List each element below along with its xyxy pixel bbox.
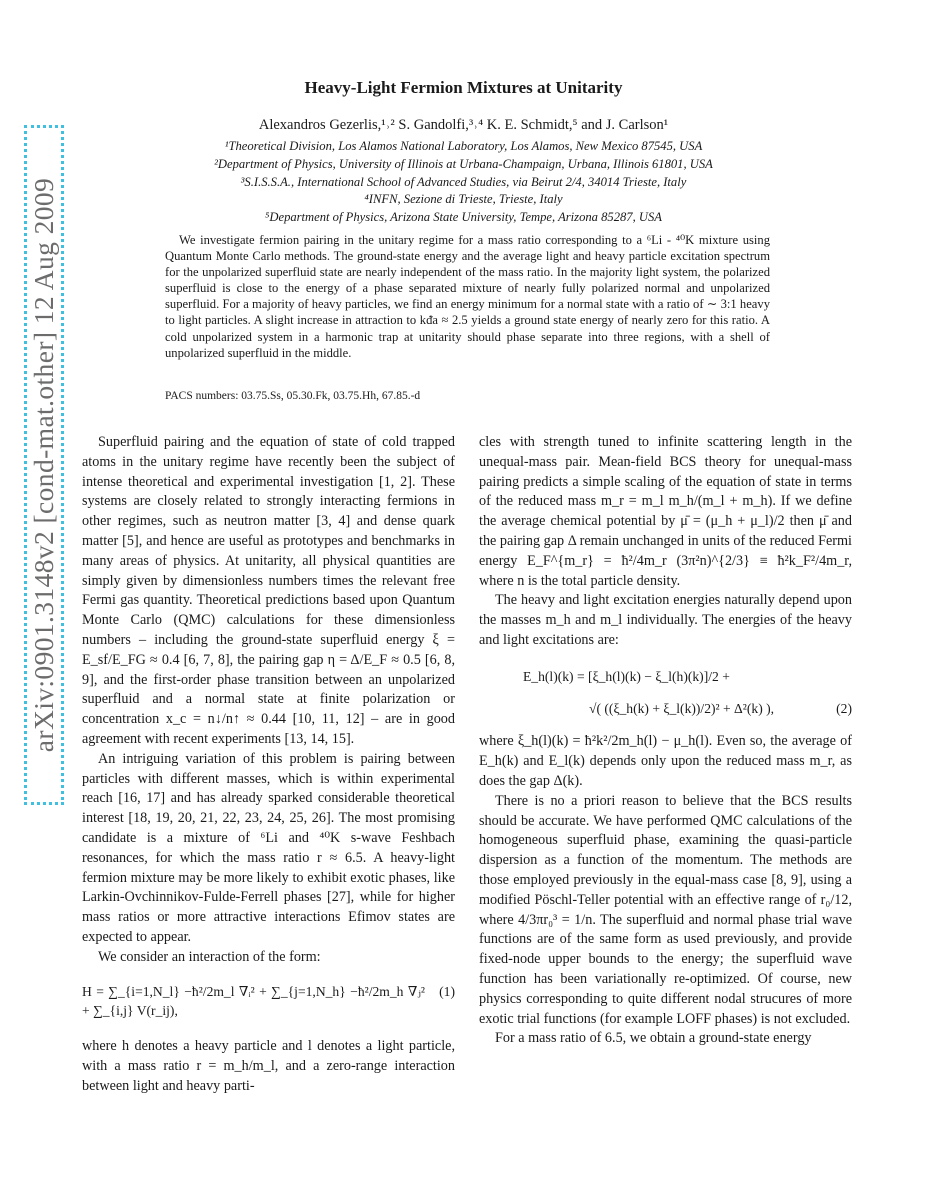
right-column [479, 433, 852, 1049]
paragraph: cles with strength tuned to infinite scattering length in the unequal-mass pair. Mean-field BCS theory for unequal-mass pairing predicts a simple scaling of the equation of state in terms of the reduced mass m_r = m_l m_h/(m_l + m_h). If we define the average chemical potential by μ̄ = (μ_h + μ_l)/2 then μ̄ and the pairing gap Δ remain unchanged in units of the reduced Fermi energy E_F^{m_r} = ħ²/4m_r (3π²n)^{2/3} ≡ ħ²k_F²/4m_r, where n is the total particle density. [479, 434, 852, 589]
equation-line: √( ((ξ_h(k) + ξ_l(k))/2)² + Δ²(k) ), [589, 700, 775, 716]
equation-line: E_h(l)(k) = [ξ_h(l)(k) − ξ_l(h)(k)]/2 + [523, 668, 730, 684]
equation-1 [82, 982, 455, 1022]
equation-2 [479, 667, 852, 719]
affiliation: ⁵Department of Physics, Arizona State University, Tempe, Arizona 85287, USA [265, 210, 662, 225]
paragraph: An intriguing variation of this problem is pairing between particles with different masses, which is within experimental reach [16, 17] and has already sparked considerable theoretical interest [18, 19, 20, 21, 22, 23, 24, 25, 26]. The most promising candidate is a mixture of ⁶Li and ⁴⁰K s-wave Feshbach resonances, for which the mass ratio r ≈ 6.5. A heavy-light fermion mixture may be more likely to exhibit exotic phases, like Larkin-Ovchinnikov-Fulde-Ferrell phases [27], while for higher mass ratios or more attractive interactions Efimov states are expected to appear. [82, 750, 455, 945]
affiliation: ⁴INFN, Sezione di Trieste, Trieste, Italy [364, 192, 563, 207]
affiliation: ³S.I.S.S.A., International School of Advanced Studies, via Beirut 2/4, 34014 Trieste, Italy [240, 174, 687, 189]
paragraph: There is no a priori reason to believe that the BCS results should be accurate. We have performed QMC calculations of the homogeneous superfluid phase, examining the quasi-particle dispersion as a function of the momentum. The methods are those employed previously in the equal-mass case [8, 9], using a modified Pöschl-Teller potential with an effective range of r₀/12, where 4/3πr₀³ = 1/n. The superfluid and normal phase trial wave functions are of the same form as used previously, and provide fixed-node upper bounds to the energy; the superfluid wave function has been variationally re-optimized. Of course, new physics corresponding to quite different nodal strucures of more exotic trial functions (for example LOFF phases) is not excluded. [479, 792, 852, 1027]
arxiv-stamp: arXiv:0901.3148v2 [cond-mat.other] 12 Aug 2009 [24, 125, 64, 805]
affiliations [0, 138, 927, 227]
paper-title: Heavy-Light Fermion Mixtures at Unitarity [304, 78, 623, 97]
paragraph: where ξ_h(l)(k) = ħ²k²/2m_h(l) − μ_h(l). Even so, the average of E_h(k) and E_l(k) depends only upon the reduced mass m_r, as does the gap Δ(k). [479, 733, 852, 789]
equation-body: H = ∑_{i=1,N_l} −ħ²/2m_l ∇ᵢ² + ∑_{j=1,N_h} −ħ²/2m_h ∇ⱼ² + ∑_{i,j} V(r_ij), [82, 983, 425, 1019]
paragraph: The heavy and light excitation energies naturally depend upon the masses m_h and m_l individually. The energies of the heavy and light excitations are: [479, 592, 852, 648]
equation-number: (1) [439, 983, 455, 999]
author-list: Alexandros Gezerlis,¹˒² S. Gandolfi,³˒⁴ K. E. Schmidt,⁵ and J. Carlson¹ [258, 117, 669, 133]
pacs-numbers: PACS numbers: 03.75.Ss, 05.30.Fk, 03.75.Hh, 67.85.-d [165, 390, 421, 402]
equation-number: (2) [836, 700, 852, 716]
paragraph: Superfluid pairing and the equation of state of cold trapped atoms in the unitary regime have recently been the subject of intense theoretical and experimental investigation [1, 2]. These systems are closely related to strongly interacting fermions in other regimes, such as neutron matter [3, 4] and dense quark matter [5], and hence are useful as prototypes and benchmarks in many areas of physics. At unitarity, all physical quantities are simply given by dimensionless numbers times the relevant free Fermi gas quantity. Theoretical predictions based upon Quantum Monte Carlo (QMC) calculations for these dimensionless numbers – including the ground-state superfluid energy ξ = E_sf/E_FG ≈ 0.4 [6, 7, 8], the pairing gap η = Δ/E_F ≈ 0.5 [6, 8, 9], and the first-order phase transition between an unpolarized superfluid and a normal state at finite polarization or concentration x_c = n↓/n↑ ≈ 0.44 [10, 11, 12] – are in good agreement with recent experiments [13, 14, 15]. [82, 434, 455, 747]
abstract: We investigate fermion pairing in the unitary regime for a mass ratio corresponding to a ⁶Li - ⁴⁰K mixture using Quantum Monte Carlo methods. The ground-state energy and the average light and heavy particle excitation spectrum for the unpolarized superfluid state are nearly independent of the mass ratio. In the majority light system, the polarized superfluid is close to the energy of a phase separated mixture of nearly fully polarized normal and unpolarized superfluid. For a majority of heavy particles, we find an energy minimum for a normal state with a ratio of ∼ 3:1 heavy to light particles. A slight increase in attraction to kᵭa ≈ 2.5 yields a ground state energy of nearly zero for this ratio. A cold unpolarized system in a harmonic trap at unitarity should phase separate into three regions, with a shell of unpolarized superfluid in the middle. [165, 233, 770, 360]
paragraph: where h denotes a heavy particle and l denotes a light particle, with a mass ratio r = m_h/m_l, and a zero-range interaction between light and heavy parti- [82, 1038, 455, 1094]
affiliation: ²Department of Physics, University of Illinois at Urbana-Champaign, Urbana, Illinois 61801, USA [214, 156, 713, 171]
left-column [82, 433, 455, 1097]
paragraph: We consider an interaction of the form: [98, 948, 321, 965]
paragraph: For a mass ratio of 6.5, we obtain a ground-state energy [495, 1030, 812, 1047]
affiliation: ¹Theoretical Division, Los Alamos National Laboratory, Los Alamos, New Mexico 87545, USA [224, 139, 703, 153]
